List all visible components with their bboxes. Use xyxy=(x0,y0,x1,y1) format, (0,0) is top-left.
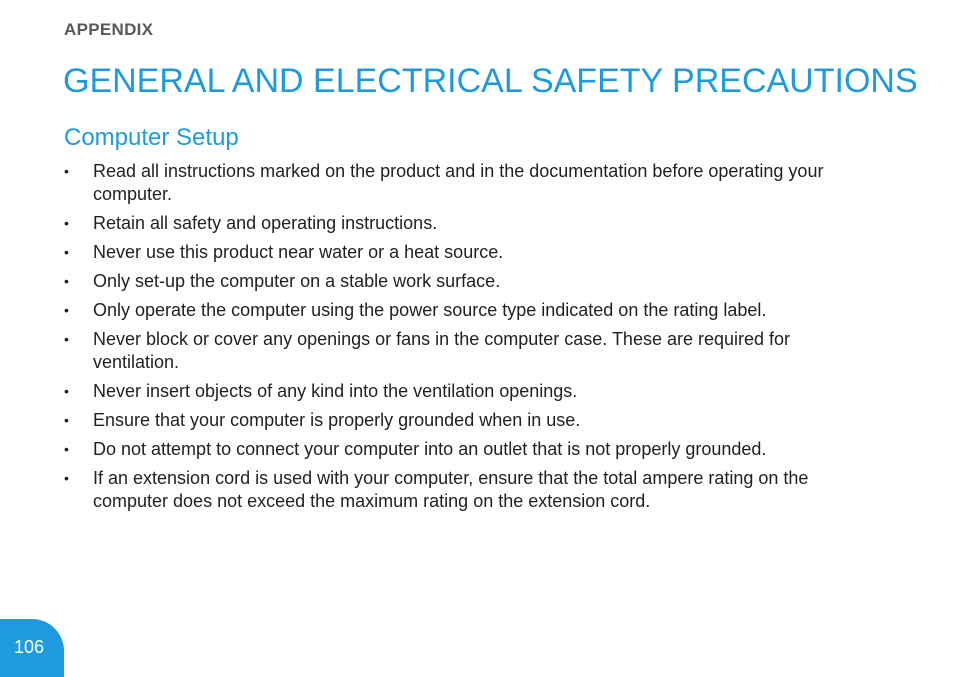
list-item-text: If an extension cord is used with your computer, ensure that the total ampere rating on the computer does not exceed the maximum rating on the extension cord. xyxy=(93,468,809,511)
list-item xyxy=(64,467,854,513)
bullet-icon: • xyxy=(64,215,69,231)
bullet-list xyxy=(64,160,854,519)
list-item-text: Ensure that your computer is properly grounded when in use. xyxy=(93,410,581,430)
page-title: GENERAL AND ELECTRICAL SAFETY PRECAUTIONS xyxy=(63,62,918,100)
list-item-text: Never insert objects of any kind into the ventilation openings. xyxy=(93,381,578,401)
list-item-text: Only operate the computer using the power source type indicated on the rating label. xyxy=(93,300,767,320)
bullet-icon: • xyxy=(64,383,69,399)
list-item-text: Never use this product near water or a heat source. xyxy=(93,242,504,262)
bullet-icon: • xyxy=(64,163,69,179)
list-item-text: Only set-up the computer on a stable work surface. xyxy=(93,271,501,291)
list-item xyxy=(64,409,854,432)
list-item xyxy=(64,328,854,374)
list-item xyxy=(64,380,854,403)
list-item xyxy=(64,241,854,264)
bullet-icon: • xyxy=(64,273,69,289)
list-item xyxy=(64,212,854,235)
list-item xyxy=(64,270,854,293)
bullet-icon: • xyxy=(64,412,69,428)
list-item xyxy=(64,299,854,322)
list-item-text: Do not attempt to connect your computer into an outlet that is not properly grounded. xyxy=(93,439,767,459)
list-item xyxy=(64,160,854,206)
list-item xyxy=(64,438,854,461)
bullet-icon: • xyxy=(64,244,69,260)
list-item-text: Read all instructions marked on the product and in the documentation before operating your computer. xyxy=(93,161,824,204)
bullet-icon: • xyxy=(64,302,69,318)
page-number-tab xyxy=(0,619,64,677)
bullet-icon: • xyxy=(64,470,69,486)
page-number: 106 xyxy=(13,637,45,657)
section-label: APPENDIX xyxy=(64,20,154,39)
bullet-icon: • xyxy=(64,331,69,347)
list-item-text: Retain all safety and operating instructions. xyxy=(93,213,438,233)
section-heading: Computer Setup xyxy=(64,124,239,151)
list-item-text: Never block or cover any openings or fans in the computer case. These are required for ventilation. xyxy=(93,329,791,372)
bullet-icon: • xyxy=(64,441,69,457)
